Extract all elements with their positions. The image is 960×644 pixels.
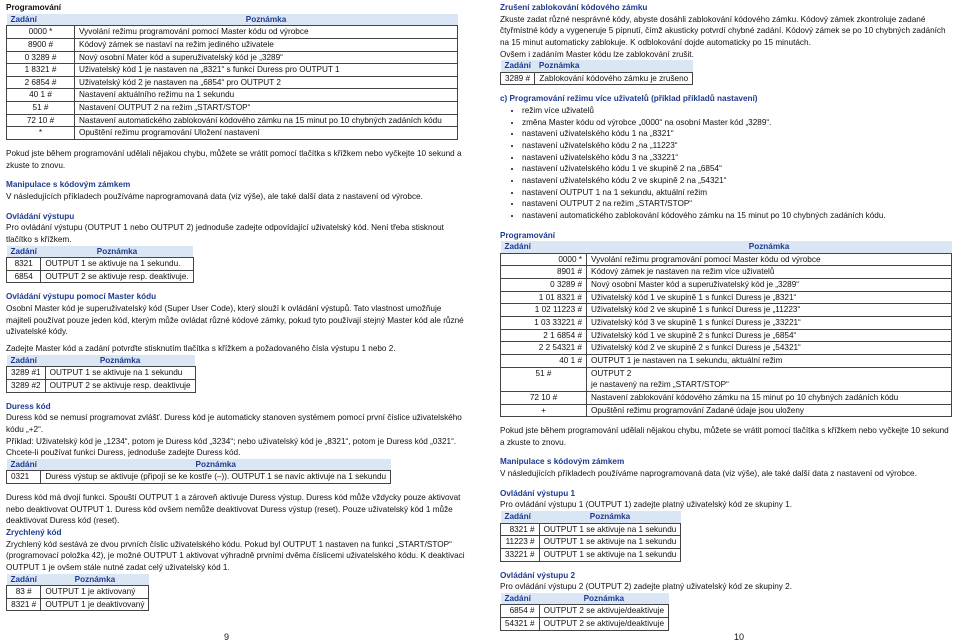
duress-heading: Duress kód	[6, 401, 51, 411]
master-control-heading: Ovládání výstupu pomocí Master kódu	[6, 292, 157, 302]
page-number-right: 10	[734, 632, 745, 642]
unlock-table	[500, 60, 693, 85]
duress-text-1: Duress kód se nemusí programovat zvlášť. Duress kód je automaticky stanoven systémem pomocí první číslice uživatelského kódu „+2“.	[6, 413, 462, 434]
column-header-entry: Zadání	[501, 593, 540, 605]
entry-cell: 0321	[7, 471, 41, 484]
entry-cell: +	[501, 404, 587, 417]
column-header-note: Poznámka	[41, 459, 391, 471]
output-1-table	[500, 511, 681, 562]
quick-code-text: Zrychlený kód sestává ze dvou prvních číslic uživatelského kódu. Pokud byl OUTPUT 1 nastaven na funkci „START/STOP“ (programovací položka 42), je možné OUTPUT 1 aktivovat výhradně prvními dvěma číslicemi uživatelského kódu. K deaktivaci OUTPUT 1 je ovšem stále nutné zadat celý uživatelský kód 1.	[6, 539, 465, 572]
note-cell: Uživatelský kód 2 je nastaven na „6854“ pro OUTPUT 2	[75, 76, 458, 89]
list-item: • nastavení uživatelského kódu 2 ve skupině 2 na „54321“	[522, 175, 952, 187]
column-header-entry: Zadání	[501, 511, 540, 523]
list-item: • nastavení OUTPUT 2 na režim „START/STOP“	[522, 198, 952, 210]
entry-cell: 54321 #	[501, 618, 540, 631]
column-header-entry: Zadání	[501, 60, 535, 72]
table-row	[7, 586, 149, 599]
programming-heading: Programování	[500, 230, 556, 240]
note-cell: Nový osobní Master kód a superuživatelský kód je „3289“	[587, 279, 952, 292]
manipulation-heading: Manipulace s kódovým zámkem	[6, 180, 131, 190]
master-control-text: Osobní Master kód je superuživatelský kód (Super User Code), který slouží k ovládání výstupů. Tato vlastnost umožňuje majiteli používat pouze jeden kód, kterým může ovládat různé kódové zámky, pokud tyto používají stejný Master kód ale různé uživatelské kódy.	[6, 304, 464, 337]
table-row	[7, 76, 458, 89]
table-header-row	[501, 241, 952, 253]
column-header-note: Poznámka	[539, 511, 681, 523]
table-row	[501, 618, 669, 631]
list-item: • nastavení uživatelského kódu 3 na „33221“	[522, 152, 952, 164]
column-header-entry: Zadání	[7, 355, 46, 367]
table-header-row	[501, 511, 681, 523]
table-row	[501, 329, 952, 342]
output-1-text: Pro ovládání výstupu 1 (OUTPUT 1) zadejte platný uživatelský kód ze skupiny 1.	[500, 500, 793, 510]
table-row	[501, 266, 952, 279]
note-cell: Kódový zámek je nastaven na režim více uživatelů	[587, 266, 952, 279]
note-cell: Uživatelský kód 2 ve skupině 1 s funkcí Duress je „11223“	[587, 304, 952, 317]
note-cell: Uživatelský kód 1 je nastaven na „8321“ s funkcí Duress pro OUTPUT 1	[75, 64, 458, 77]
column-header-note: Poznámka	[45, 355, 195, 367]
table-row	[501, 391, 952, 404]
entry-cell: 8901 #	[501, 266, 587, 279]
entry-cell: 2 6854 #	[7, 76, 75, 89]
quick-code-heading: Zrychlený kód	[6, 527, 62, 537]
entry-cell: 8900 #	[7, 38, 75, 51]
output-control-heading: Ovládání výstupu	[6, 211, 75, 221]
unlock-heading: Zrušení zablokování kódového zámku	[500, 3, 648, 12]
list-item: • nastavení uživatelského kódu 2 na „11223“	[522, 140, 952, 152]
entry-cell: 11223 #	[501, 536, 540, 549]
entry-cell: *	[7, 127, 75, 140]
entry-cell: 2 2 54321 #	[501, 342, 587, 355]
table-row	[501, 291, 952, 304]
column-header-entry: Zadání	[501, 241, 587, 253]
table-row	[501, 536, 681, 549]
entry-cell: 40 1 #	[501, 354, 587, 367]
entry-cell: 2 1 6854 #	[501, 329, 587, 342]
table-header-row	[7, 459, 391, 471]
entry-cell: 33221 #	[501, 548, 540, 561]
list-item: • nastavení uživatelského kódu 1 ve skupině 2 na „6854“	[522, 163, 952, 175]
table-row	[7, 379, 196, 392]
duress-text-2: Příklad: Uživatelský kód je „1234“, potom je Duress kód „3234“; nebo uživatelský kód je „8321“, potom je Duress kód „0321“.	[6, 436, 457, 446]
duress-text-3: Chcete-li používat funkci Duress, jednoduše zadejte Duress kód.	[6, 448, 241, 458]
master-control-instruction: Zadejte Master kód a zadání potvrďte stisknutím tlačítka s křížkem a požadovaného čísla výstupu 1 nebo 2.	[6, 344, 396, 354]
unlock-text-1: Zkuste zadat různé nesprávné kódy, abyste dosáhli zablokování kódového zámku. Kódový zámek zkontroluje zadané čtyřmístné kódy a vygeneruje 5 pípnutí, čímž akusticky potvrdí chybné zadání. Kódový zámek se po 10 chybných zadáních na 15 minut automaticky zablokuje. K odblokování dojde automaticky po 15 minutách.	[500, 14, 946, 47]
entry-cell: 1 8321 #	[7, 64, 75, 77]
note-cell: Nový osobní Mater kód a superuživatelský kód je „3289“	[75, 51, 458, 64]
entry-cell: 3289 #1	[7, 367, 46, 380]
note-cell: je nastavený na režim „START/STOP“	[587, 379, 952, 391]
column-header-note: Poznámka	[539, 593, 668, 605]
programming-table	[6, 14, 458, 140]
entry-cell: 72 10 #	[501, 391, 587, 404]
note-cell: OUTPUT 1 se aktivuje na 1 sekundu	[539, 536, 681, 549]
manipulation-heading: Manipulace s kódovým zámkem	[500, 457, 625, 467]
table-row	[501, 253, 952, 266]
entry-cell	[501, 379, 587, 391]
multi-user-settings-list	[500, 105, 952, 221]
table-header-row	[7, 14, 458, 26]
note-cell: Nastavení zablokování kódového zámku na 15 minut po 10 chybných zadáních kódu	[587, 391, 952, 404]
note-cell: Uživatelský kód 3 ve skupině 1 s funkcí Duress je „33221“	[587, 317, 952, 330]
note-cell: Uživatelský kód 1 ve skupině 1 s funkcí Duress je „8321“	[587, 291, 952, 304]
entry-cell: 6854	[7, 270, 41, 283]
note-cell: OUTPUT 1 je aktivovaný	[41, 586, 149, 599]
entry-cell: 40 1 #	[7, 89, 75, 102]
master-control-table	[6, 355, 196, 393]
entry-cell: 8321 #	[7, 598, 41, 611]
column-header-note: Poznámka	[41, 246, 193, 258]
note-cell: Uživatelský kód 1 ve skupině 2 s funkcí Duress je „6854“	[587, 329, 952, 342]
note-cell: OUTPUT 1 je nastaven na 1 sekundu, aktuální režim	[587, 354, 952, 367]
entry-cell: 0000 *	[7, 26, 75, 39]
table-row	[7, 258, 194, 271]
entry-cell: 1 02 11223 #	[501, 304, 587, 317]
entry-cell: 51 #	[501, 367, 587, 379]
table-row	[501, 605, 669, 618]
note-cell: OUTPUT 2 se aktivuje resp. deaktivuje.	[41, 270, 193, 283]
column-header-entry: Zadání	[7, 574, 41, 586]
list-item: • nastavení uživatelského kódu 1 na „8321“	[522, 128, 952, 140]
duress-table	[6, 459, 391, 484]
table-row	[7, 51, 458, 64]
table-row	[501, 379, 952, 391]
entry-cell: 6854 #	[501, 605, 540, 618]
table-row	[7, 114, 458, 127]
note-cell: OUTPUT 2	[587, 367, 952, 379]
note-cell: OUTPUT 1 se aktivuje na 1 sekundu.	[41, 258, 193, 271]
note-cell: Uživatelský kód 2 ve skupině 2 s funkcí Duress je „54321“	[587, 342, 952, 355]
note-cell: OUTPUT 2 se aktivuje/deaktivuje	[539, 618, 668, 631]
table-row	[501, 279, 952, 292]
table-row	[7, 367, 196, 380]
entry-cell: 3289 #	[501, 72, 535, 85]
table-row	[7, 89, 458, 102]
column-header-note: Poznámka	[41, 574, 149, 586]
programming-heading: Programování	[6, 3, 62, 12]
duress-text-4: Duress kód má dvojí funkci. Spouští OUTPUT 1 a zároveň aktivuje Duress výstup. Duress kód může vždycky pouze aktivovat nebo deaktivovat OUTPUT 1. Duress kód ovšem nemůže deaktivovat Duress výstup (reset). Pouze uživatelský kód 1 může deaktivovat Duress kód (reset).	[6, 493, 461, 526]
note-cell: OUTPUT 2 se aktivuje/deaktivuje	[539, 605, 668, 618]
entry-cell: 51 #	[7, 102, 75, 115]
table-header-row	[7, 574, 149, 586]
error-note: Pokud jste během programování udělali nějakou chybu, můžete se vrátit pomocí tlačítka s křížkem nebo vyčkejte 10 sekund a zkuste to znovu.	[6, 149, 462, 170]
table-row	[501, 354, 952, 367]
entry-cell: 1 01 8321 #	[501, 291, 587, 304]
column-header-entry: Zadání	[7, 459, 41, 471]
list-item: • nastavení OUTPUT 1 na 1 sekundu, aktuální režim	[522, 187, 952, 199]
output-control-table	[6, 246, 194, 284]
entry-cell: 0 3289 #	[501, 279, 587, 292]
column-header-note: Poznámka	[75, 14, 458, 26]
table-row	[7, 64, 458, 77]
column-header-entry: Zadání	[7, 246, 41, 258]
note-cell: Duress výstup se aktivuje (připojí se ke kostře (–)). OUTPUT 1 se navíc aktivuje na 1 sekundu	[41, 471, 391, 484]
right-page	[500, 2, 952, 631]
table-header-row	[7, 246, 194, 258]
output-2-table	[500, 593, 669, 631]
note-cell: Vyvolání režimu programování pomocí Master kódu od výrobce	[75, 26, 458, 39]
column-header-entry: Zadání	[7, 14, 75, 26]
note-cell: Zablokování kódového zámku je zrušeno	[535, 72, 693, 85]
table-row	[501, 404, 952, 417]
error-note: Pokud jste během programování udělali nějakou chybu, můžete se vrátit pomocí tlačítka s křížkem nebo vyčkejte 10 sekund a zkuste to znovu.	[500, 426, 949, 447]
note-cell: Nastavení automatického zablokování kódového zámku na 15 minut po 10 chybných zadáních kódu	[75, 114, 458, 127]
entry-cell: 0 3289 #	[7, 51, 75, 64]
list-item: • nastavení automatického zablokování kódového zámku na 15 minut po 10 chybných zadáních kódu.	[522, 210, 952, 222]
table-row	[501, 367, 952, 379]
column-header-note: Poznámka	[535, 60, 693, 72]
table-row	[7, 127, 458, 140]
entry-cell: 0000 *	[501, 253, 587, 266]
table-row	[501, 304, 952, 317]
unlock-text-2: Ovšem i zadáním Master kódu lze zablokování zrušit.	[500, 49, 694, 59]
table-row	[7, 26, 458, 39]
note-cell: OUTPUT 2 se aktivuje resp. deaktivuje	[45, 379, 195, 392]
programming-table	[500, 241, 952, 417]
note-cell: Opuštění režimu programování Zadané údaje jsou uloženy	[587, 404, 952, 417]
manipulation-text: V následujících příkladech používáme naprogramovaná data (viz výše), ale také další data z nastavení od výrobce.	[500, 469, 917, 479]
output-2-heading: Ovládání výstupu 2	[500, 570, 576, 580]
column-header-note: Poznámka	[587, 241, 952, 253]
note-cell: Kódový zámek se nastaví na režim jediného uživatele	[75, 38, 458, 51]
output-control-text: Pro ovládání výstupu (OUTPUT 1 nebo OUTPUT 2) jednoduše zadejte odpovídající uživatelský kód. Není třeba stisknout tlačítko s křížkem.	[6, 223, 444, 244]
table-row	[501, 523, 681, 536]
entry-cell: 8321 #	[501, 523, 540, 536]
table-row	[501, 342, 952, 355]
note-cell: OUTPUT 1 je deaktivovaný	[41, 598, 149, 611]
table-row	[7, 598, 149, 611]
left-page	[6, 2, 466, 611]
quick-code-table	[6, 574, 149, 612]
table-header-row	[7, 355, 196, 367]
table-row	[501, 72, 693, 85]
table-row	[7, 102, 458, 115]
table-row	[501, 548, 681, 561]
table-row	[7, 471, 391, 484]
manipulation-text: V následujících příkladech používáme naprogramovaná data (viz výše), ale také další data z nastavení od výrobce.	[6, 191, 423, 201]
note-cell: OUTPUT 1 se aktivuje na 1 sekundu	[539, 523, 681, 536]
list-item: • režim více uživatelů	[522, 105, 952, 117]
entry-cell: 3289 #2	[7, 379, 46, 392]
entry-cell: 8321	[7, 258, 41, 271]
entry-cell: 83 #	[7, 586, 41, 599]
note-cell: Vyvolání režimu programování pomocí Master kódu od výrobce	[587, 253, 952, 266]
table-row	[7, 38, 458, 51]
table-row	[501, 317, 952, 330]
entry-cell: 72 10 #	[7, 114, 75, 127]
table-row	[7, 270, 194, 283]
note-cell: OUTPUT 1 se aktivuje na 1 sekundu	[45, 367, 195, 380]
list-item: • změna Master kódu od výrobce „0000“ na osobní Master kód „3289“.	[522, 117, 952, 129]
multi-user-heading: c) Programování režimu více uživatelů (příklad příkladů nastavení)	[500, 94, 758, 104]
table-header-row	[501, 60, 693, 72]
entry-cell: 1 03 33221 #	[501, 317, 587, 330]
page-number-left: 9	[224, 632, 230, 642]
table-header-row	[501, 593, 669, 605]
output-1-heading: Ovládání výstupu 1	[500, 488, 576, 498]
note-cell: OUTPUT 1 se aktivuje na 1 sekundu	[539, 548, 681, 561]
note-cell: Nastavení aktuálního režimu na 1 sekundu	[75, 89, 458, 102]
note-cell: Nastavení OUTPUT 2 na režim „START/STOP“	[75, 102, 458, 115]
output-2-text: Pro ovládání výstupu 2 (OUTPUT 2) zadejte platný uživatelský kód ze skupiny 2.	[500, 582, 793, 592]
note-cell: Opuštění režimu programování Uložení nastavení	[75, 127, 458, 140]
